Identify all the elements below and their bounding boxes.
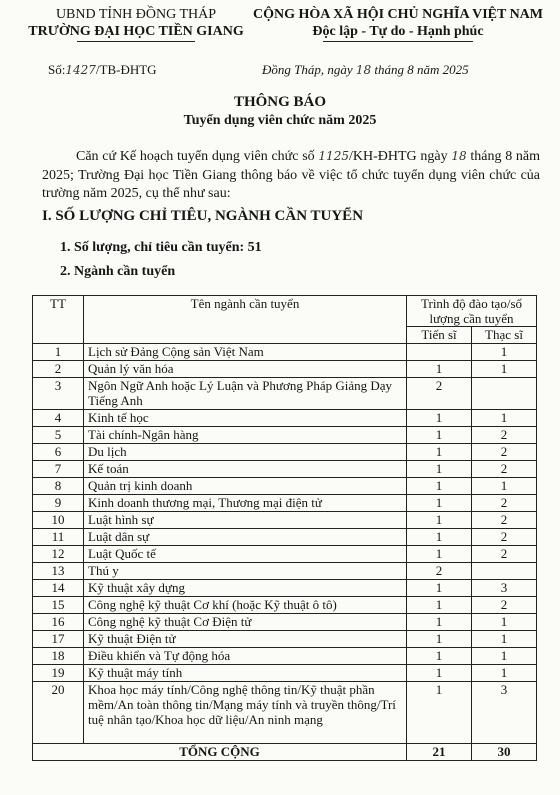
section-heading: I. SỐ LƯỢNG CHỈ TIÊU, NGÀNH CẦN TUYỂN [42, 208, 364, 224]
table-row [33, 512, 537, 529]
subsection-quota: 1. Số lượng, chỉ tiêu cần tuyển: 51 [60, 240, 262, 255]
agency-name: TRƯỜNG ĐẠI HỌC TIỀN GIANG [28, 24, 244, 39]
motto: Độc lập - Tự do - Hạnh phúc [312, 24, 484, 39]
row-number: 19 [33, 665, 84, 682]
row-number: 18 [33, 648, 84, 665]
master-count: 3 [472, 580, 537, 597]
major-name: Du lịch [84, 444, 407, 461]
master-count: 1 [472, 631, 537, 648]
phd-count: 1 [407, 597, 472, 614]
major-name: Khoa học máy tính/Công nghệ thông tin/Kỹ thuật phần mềm/An toàn thông tin/Mạng máy tính và truyền thông/Trí tuệ nhân tạo/Khoa học dữ liệu/An ninh mạng [84, 682, 407, 744]
master-count: 1 [472, 478, 537, 495]
master-count: 1 [472, 648, 537, 665]
row-number: 16 [33, 614, 84, 631]
national-motto [228, 6, 560, 42]
major-name: Kỹ thuật Điện tử [84, 631, 407, 648]
major-name: Điều khiển và Tự động hóa [84, 648, 407, 665]
table-row [33, 461, 537, 478]
agency-underline [77, 41, 195, 42]
handwritten-plan-day: 18 [451, 149, 467, 163]
table-row [33, 580, 537, 597]
major-name: Luật Quốc tế [84, 546, 407, 563]
major-name: Công nghệ kỹ thuật Cơ khí (hoặc Kỹ thuật ô tô) [84, 597, 407, 614]
table-row [33, 682, 537, 744]
total-phd: 21 [407, 744, 472, 761]
table-row [33, 427, 537, 444]
phd-count: 2 [407, 563, 472, 580]
master-count [472, 378, 537, 410]
table-row [33, 648, 537, 665]
table-row [33, 444, 537, 461]
row-number: 13 [33, 563, 84, 580]
master-count: 2 [472, 444, 537, 461]
header-level: Trình độ đào tạo/số lượng cần tuyển [407, 296, 537, 327]
document-subtitle: Tuyển dụng viên chức năm 2025 [183, 113, 377, 128]
major-name: Kỹ thuật máy tính [84, 665, 407, 682]
phd-count: 2 [407, 378, 472, 410]
phd-count: 1 [407, 444, 472, 461]
table-row [33, 597, 537, 614]
row-number: 12 [33, 546, 84, 563]
header-phd: Tiến sĩ [407, 327, 472, 344]
major-name: Ngôn Ngữ Anh hoặc Lý Luận và Phương Pháp Giảng Dạy Tiếng Anh [84, 378, 407, 410]
phd-count: 1 [407, 512, 472, 529]
row-number: 9 [33, 495, 84, 512]
phd-count: 1 [407, 461, 472, 478]
master-count: 1 [472, 410, 537, 427]
row-number: 3 [33, 378, 84, 410]
row-number: 5 [33, 427, 84, 444]
phd-count: 1 [407, 665, 472, 682]
master-count: 2 [472, 461, 537, 478]
table-row [33, 665, 537, 682]
handwritten-day: 18 [355, 63, 372, 77]
major-name: Luật hình sự [84, 512, 407, 529]
handwritten-plan-number: 1125 [318, 149, 349, 163]
master-count: 2 [472, 512, 537, 529]
master-count: 1 [472, 614, 537, 631]
phd-count: 1 [407, 361, 472, 378]
major-name: Kinh doanh thương mại, Thương mại điện tử [84, 495, 407, 512]
major-name: Tài chính-Ngân hàng [84, 427, 407, 444]
phd-count: 1 [407, 410, 472, 427]
handwritten-number: 1427 [65, 63, 96, 77]
phd-count: 1 [407, 546, 472, 563]
place-and-date: Đồng Tháp, ngày 18 tháng 8 năm 2025 [262, 62, 469, 77]
document-number: Số:1427/TB-ĐHTG [48, 62, 157, 77]
phd-count: 1 [407, 478, 472, 495]
master-count: 2 [472, 427, 537, 444]
phd-count: 1 [407, 614, 472, 631]
table-row [33, 344, 537, 361]
major-name: Thú y [84, 563, 407, 580]
row-number: 10 [33, 512, 84, 529]
table-row [33, 495, 537, 512]
phd-count: 1 [407, 648, 472, 665]
header-master: Thạc sĩ [472, 327, 537, 344]
country-name: CỘNG HÒA XÃ HỘI CHỦ NGHĨA VIỆT NAM [252, 7, 543, 22]
master-count: 2 [472, 546, 537, 563]
table-row [33, 563, 537, 580]
table-row [33, 378, 537, 410]
recruitment-table [32, 295, 537, 761]
row-number: 8 [33, 478, 84, 495]
major-name: Quản lý văn hóa [84, 361, 407, 378]
major-name: Kỹ thuật xây dựng [84, 580, 407, 597]
master-count: 1 [472, 361, 537, 378]
row-number: 6 [33, 444, 84, 461]
row-number: 11 [33, 529, 84, 546]
major-name: Quản trị kinh doanh [84, 478, 407, 495]
master-count: 1 [472, 665, 537, 682]
master-count: 2 [472, 529, 537, 546]
table-row [33, 546, 537, 563]
row-number: 15 [33, 597, 84, 614]
major-name: Công nghệ kỹ thuật Cơ Điện tử [84, 614, 407, 631]
header-tt: TT [33, 296, 84, 344]
document-title: THÔNG BÁO [233, 94, 327, 110]
table-row [33, 614, 537, 631]
header-major-name: Tên ngành cần tuyển [84, 296, 407, 344]
master-count: 3 [472, 682, 537, 744]
table-row [33, 631, 537, 648]
master-count: 1 [472, 344, 537, 361]
phd-count: 1 [407, 631, 472, 648]
phd-count: 1 [407, 427, 472, 444]
phd-count: 1 [407, 529, 472, 546]
table-row [33, 361, 537, 378]
major-name: Kế toán [84, 461, 407, 478]
master-count: 2 [472, 495, 537, 512]
master-count [472, 563, 537, 580]
subsection-majors: 2. Ngành cần tuyển [60, 264, 176, 279]
table-row [33, 410, 537, 427]
table-row [33, 478, 537, 495]
intro-paragraph: Căn cứ Kế hoạch tuyển dụng viên chức số 1125/KH-ĐHTG ngày 18 tháng 8 năm 2025; Trường Đại học Tiền Giang thông báo về việc tổ chức tuyển dụng viên chức của trường năm 2025, cụ thể như sau: [42, 149, 541, 201]
row-number: 2 [33, 361, 84, 378]
agency-parent: UBND TỈNH ĐỒNG THÁP [55, 7, 217, 22]
phd-count: 1 [407, 682, 472, 744]
motto-underline [323, 41, 473, 42]
total-label: TỔNG CỘNG [33, 744, 407, 761]
row-number: 4 [33, 410, 84, 427]
total-master: 30 [472, 744, 537, 761]
phd-count: 1 [407, 580, 472, 597]
table-row [33, 529, 537, 546]
phd-count: 1 [407, 495, 472, 512]
total-row [33, 744, 537, 761]
major-name: Kinh tế học [84, 410, 407, 427]
row-number: 20 [33, 682, 84, 744]
major-name: Luật dân sự [84, 529, 407, 546]
master-count: 2 [472, 597, 537, 614]
row-number: 17 [33, 631, 84, 648]
major-name: Lịch sử Đảng Cộng sản Việt Nam [84, 344, 407, 361]
phd-count [407, 344, 472, 361]
row-number: 14 [33, 580, 84, 597]
row-number: 7 [33, 461, 84, 478]
row-number: 1 [33, 344, 84, 361]
